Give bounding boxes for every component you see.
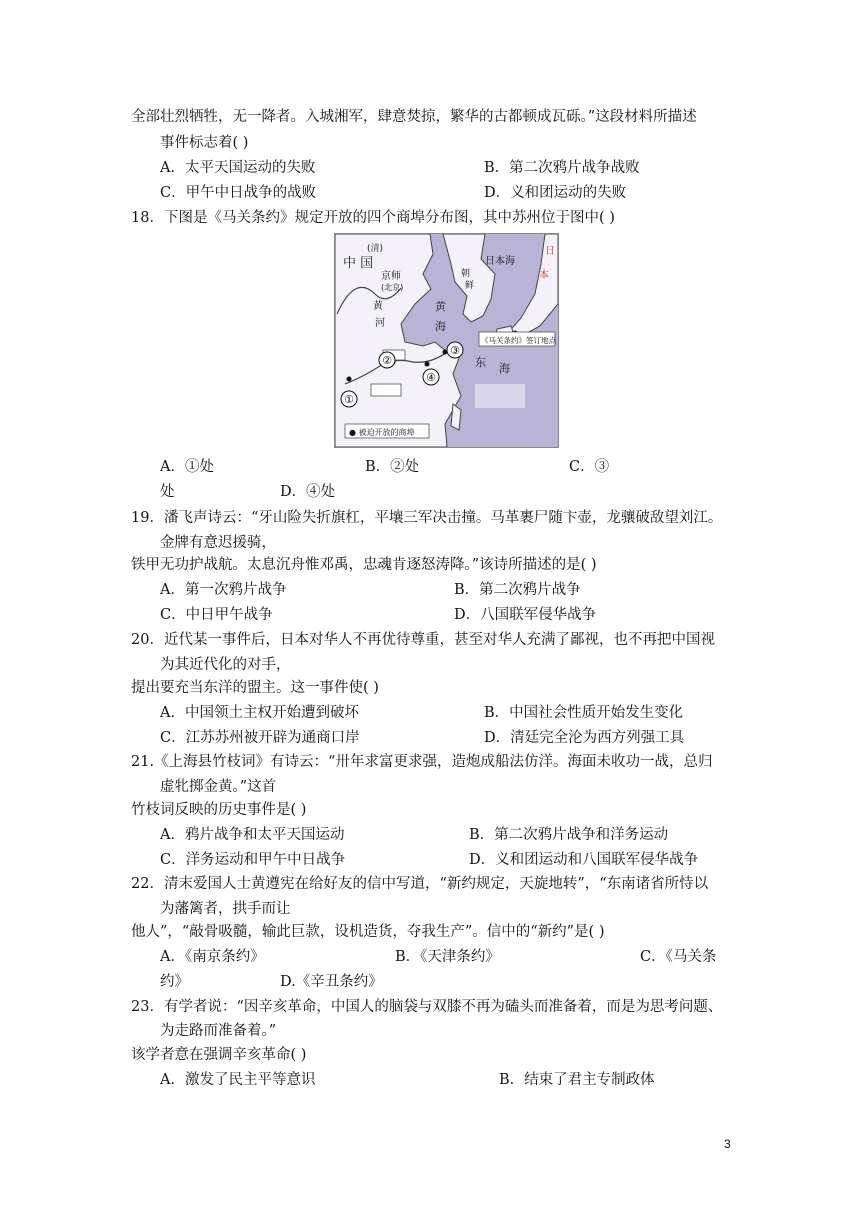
q21-option-c: C．洋务运动和甲午中日战争 (160, 852, 346, 868)
port-dot-4 (425, 362, 430, 367)
q17-option-b: B．第二次鸦片战争战败 (484, 160, 640, 176)
q20-option-c: C．江苏苏州被开辟为通商口岸 (160, 730, 360, 746)
q20-line2: 为其近代化的对手， (160, 657, 291, 673)
q22-line1: 22．清末爱国人士黄遵宪在给好友的信中写道，“新约规定，天旋地转”，“东南诸省所恃以 (131, 876, 709, 892)
q17-line1: 全部壮烈牺牲，无一降者。入城湘军，肆意焚掠，繁华的古都顿成瓦砾。”这段材料所描述 (131, 109, 697, 125)
q23-option-a: A．激发了民主平等意识 (160, 1072, 316, 1088)
q21-line3: 竹枝词反映的历史事件是( ) (131, 802, 307, 818)
q21-option-d: D．义和团运动和八国联军侵华战争 (469, 852, 699, 868)
marker-label-1: ① (344, 393, 354, 406)
q20-option-a: A．中国领土主权开始遭到破坏 (160, 705, 359, 721)
q19-line3: 铁甲无功护战航。太息沉舟惟邓禹，忠魂肯逐怒涛降。”该诗所描述的是( ) (131, 557, 597, 573)
map-label-jingshi: 京师 (381, 271, 401, 282)
map-label-river2: 河 (375, 318, 385, 329)
map-label-beijing: (北京) (381, 283, 404, 292)
q23-option-b: B．结束了君主专制政体 (499, 1072, 655, 1088)
treaty-ports-map (334, 233, 559, 448)
q17-line2: 事件标志着( ) (160, 135, 249, 151)
q19-line1: 19．潘飞声诗云：“牙山险失折旗杠，平壤三军决击撞。马革裹尸随卞壶，龙骧破敌望刘江。 (131, 510, 723, 526)
q18-option-b: B．②处 (365, 459, 420, 475)
map-label-yellow-sea2: 海 (435, 320, 446, 333)
q22-option-a: A．《南京条约》 (160, 949, 265, 965)
q23-line2: 为走路而准备着。” (160, 1023, 277, 1039)
q21-option-b: B．第二次鸦片战争和洋务运动 (469, 827, 669, 843)
marker-label-2: ② (382, 354, 392, 367)
q18-option-c: C．③ (569, 459, 610, 475)
page-number: 3 (724, 1137, 731, 1151)
map-label-china: 中 国 (343, 256, 374, 271)
marker-label-4: ④ (426, 371, 436, 384)
map-label-korea2: 鲜 (465, 281, 475, 291)
map-label-east-sea2: 海 (499, 362, 510, 375)
map-label-east-sea1: 东 (475, 356, 486, 369)
q21-line2: 虚牝掷金黄。”这首 (160, 779, 277, 795)
q17-option-c: C．甲午中日战争的战败 (160, 185, 317, 201)
q19-line2: 金牌有意迟援骑， (160, 535, 276, 551)
map-label-qing: (清) (367, 244, 384, 254)
q21-line1: 21.《上海县竹枝词》有诗云：“卅年求富更求强，造炮成船法仿洋。海面未收功一战，总归 (131, 754, 713, 770)
port-dot-1 (347, 377, 352, 382)
q17-option-d: D．义和团运动的失败 (484, 185, 627, 201)
q22-option-b: B．《天津条约》 (395, 949, 500, 965)
q22-option-c: C．《马关条 (640, 949, 717, 965)
map-label-shimonoseki: 《马关条约》签订地点 (481, 336, 556, 345)
map-legend-text: ● 被迫开放的商埠 (349, 428, 415, 437)
q20-option-b: B．中国社会性质开始发生变化 (484, 705, 684, 721)
map-label-yellow-sea1: 黄 (435, 300, 446, 313)
map-label-japan2: 本 (539, 270, 549, 281)
label-box-blank (475, 384, 525, 408)
q19-option-a: A．第一次鸦片战争 (160, 582, 287, 598)
q19-option-b: B．第二次鸦片战争 (454, 582, 581, 598)
q18-option-c-cont: 处 (160, 484, 175, 500)
q19-option-d: D．八国联军侵华战争 (454, 607, 597, 623)
map-svg (335, 234, 558, 447)
q22-option-d: D.《辛丑条约》 (280, 974, 383, 990)
q19-option-c: C．中日甲午战争 (160, 607, 273, 623)
map-label-japan1: 日 (545, 246, 555, 257)
label-box-1 (371, 384, 401, 396)
q23-line1: 23．有学者说：“因辛亥革命，中国人的脑袋与双膝不再为磕头而准备着，而是为思考问题、 (131, 999, 723, 1015)
map-label-korea1: 朝 (461, 269, 471, 279)
q18-stem: 18．下图是《马关条约》规定开放的四个商埠分布图，其中苏州位于图中( ) (131, 210, 615, 226)
map-label-river1: 黄 (373, 301, 383, 312)
q20-option-d: D．清廷完全沦为西方列强工具 (484, 730, 685, 746)
q17-option-a: A．太平天国运动的失败 (160, 160, 316, 176)
map-label-japan-sea: 日本海 (485, 256, 515, 267)
q22-line3: 他人”，“敲骨吸髓，输此巨款，设机造货，夺我生产”。信中的“新约”是( ) (131, 924, 605, 940)
q18-option-d: D．④处 (280, 484, 336, 500)
q20-line1: 20．近代某一事件后，日本对华人不再优待尊重，甚至对华人充满了鄙视，也不再把中国视 (131, 632, 715, 648)
q22-line2: 为藩篱者，拱手而让 (160, 901, 291, 917)
q18-option-a: A．①处 (160, 459, 214, 475)
q21-option-a: A．鸦片战争和太平天国运动 (160, 827, 345, 843)
marker-label-3: ③ (450, 344, 460, 357)
q20-line3: 提出要充当东洋的盟主。这一事件使( ) (131, 680, 379, 696)
q23-line3: 该学者意在强调辛亥革命( ) (131, 1047, 307, 1063)
q22-option-c-cont: 约》 (160, 974, 189, 990)
